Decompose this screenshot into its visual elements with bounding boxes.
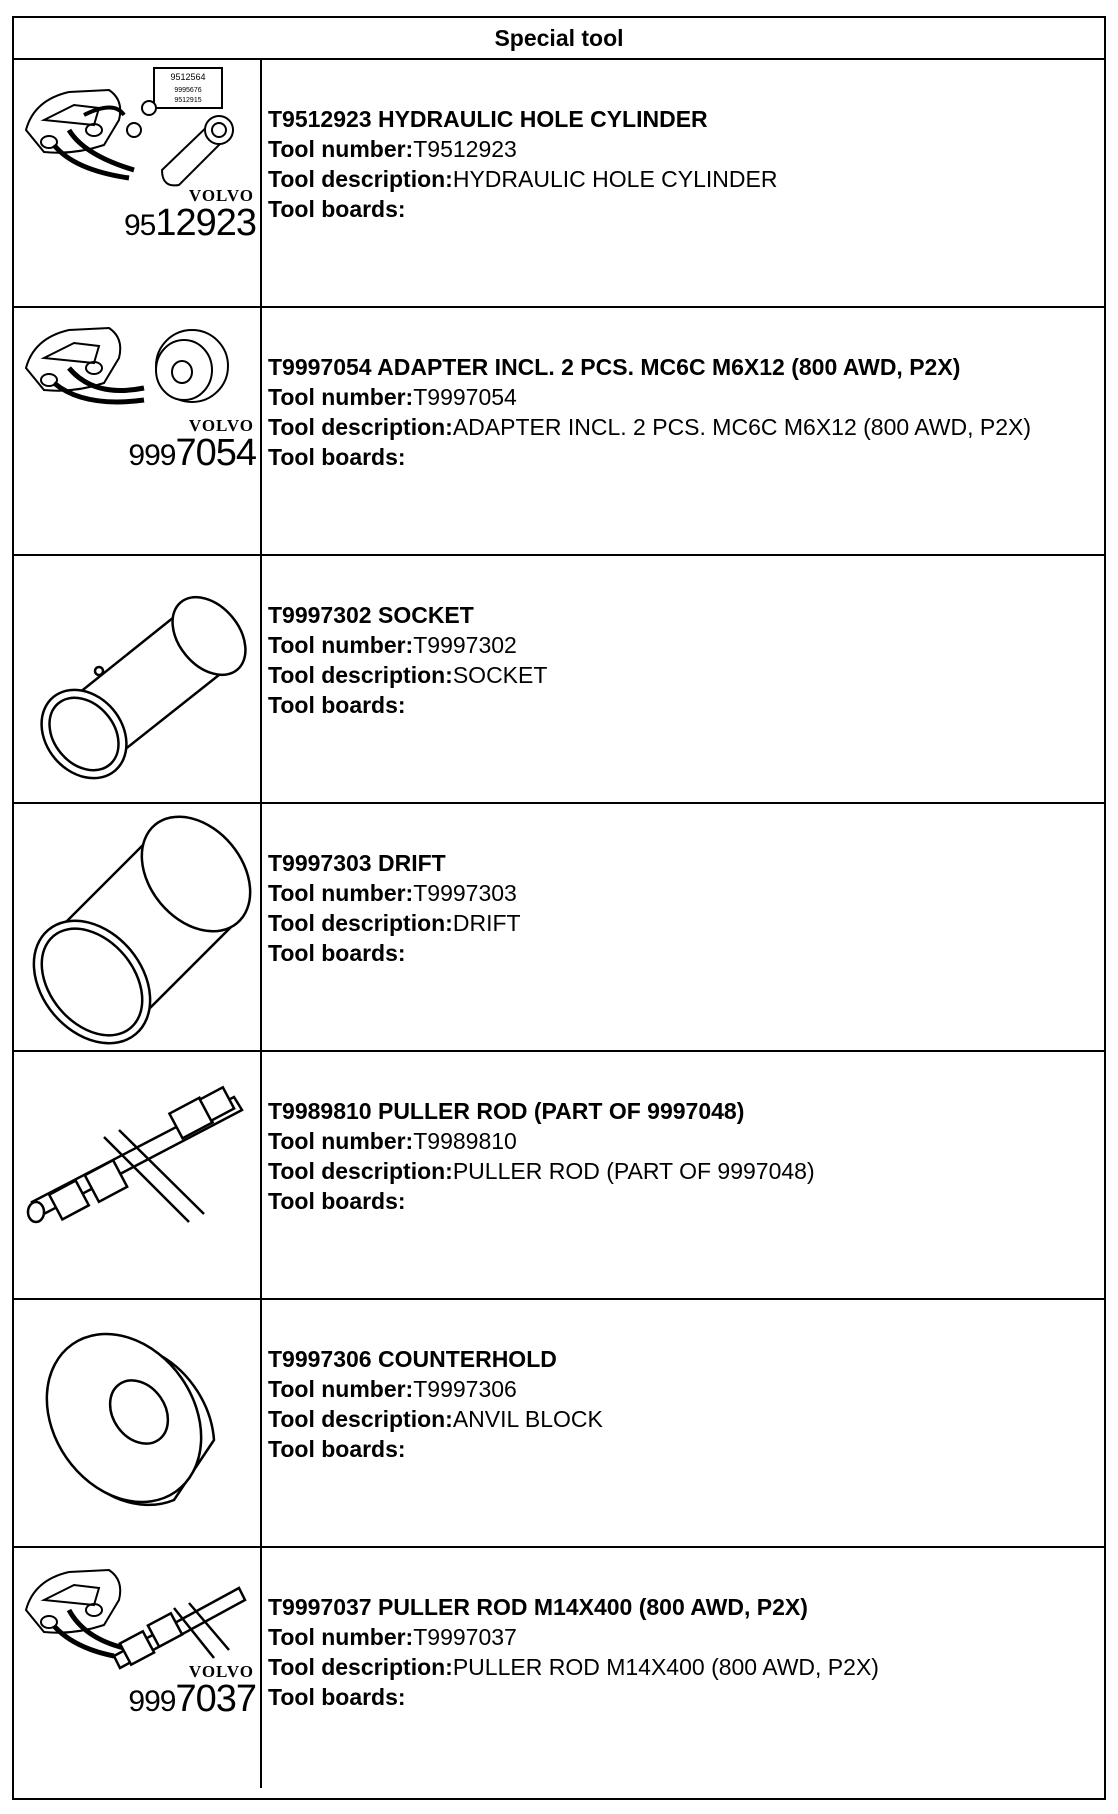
tool-number-line: Tool number:T9997037 [268,1624,517,1650]
puller-rod-icon [14,1052,260,1298]
tool-number-line: Tool number:T9989810 [268,1128,517,1154]
tool-boards-line: Tool boards: [268,196,406,222]
tool-title: T9997054 ADAPTER INCL. 2 PCS. MC6C M6X12 (800 AWD, P2X) [268,354,961,380]
tool-title: T9989810 PULLER ROD (PART OF 9997048) [268,1098,745,1124]
part-number: 9512923 [123,202,256,244]
volvo-logo: VOLVO [188,416,254,435]
tool-info [262,556,1104,802]
tool-description-line: Tool description:PULLER ROD M14X400 (800 AWD, P2X) [268,1654,879,1680]
tool-number-line: Tool number:T9997306 [268,1376,517,1402]
tool-title: T9997037 PULLER ROD M14X400 (800 AWD, P2X) [268,1594,808,1620]
tool-description-line: Tool description:HYDRAULIC HOLE CYLINDER [268,166,778,192]
tool-image [14,1052,262,1298]
tool-boards-line: Tool boards: [268,1188,406,1214]
tool-boards-line: Tool boards: [268,940,406,966]
table-title: Special tool [494,24,624,51]
tool-info [262,60,1104,306]
svg-text:9995676: 9995676 [174,87,202,94]
tool-description-line: Tool description:PULLER ROD (PART OF 9997048) [268,1158,815,1184]
tool-boards-line: Tool boards: [268,1436,406,1462]
table-row [14,1300,1104,1548]
tool-number-line: Tool number:T9997303 [268,880,517,906]
part-number: 9997037 [128,1678,256,1720]
tool-image [14,804,262,1050]
tool-image [14,1300,262,1546]
counterhold-icon [14,1300,260,1546]
table-header [14,18,1104,60]
tool-image [14,308,262,554]
tool-image [14,556,262,802]
tool-description-line: Tool description:ANVIL BLOCK [268,1406,603,1432]
tool-info [262,1052,1104,1298]
tool-boards-line: Tool boards: [268,692,406,718]
tool-description-line: Tool description:ADAPTER INCL. 2 PCS. MC6C M6X12 (800 AWD, P2X) [268,414,1031,440]
table-row [14,60,1104,308]
tool-info [262,1548,1104,1788]
tool-number-line: Tool number:T9512923 [268,136,517,162]
tool-boards-line: Tool boards: [268,1684,406,1710]
tool-info [262,1300,1104,1546]
tool-title: T9997303 DRIFT [268,850,446,876]
tool-number-line: Tool number:T9997054 [268,384,517,410]
svg-text:9512915: 9512915 [174,97,202,104]
special-tool-table [12,16,1106,1800]
table-row [14,308,1104,556]
tool-image [14,60,262,306]
volvo-logo: VOLVO [188,186,254,205]
tool-title: T9512923 HYDRAULIC HOLE CYLINDER [268,106,708,132]
table-row [14,556,1104,804]
table-row [14,804,1104,1052]
svg-text:9512564: 9512564 [170,72,206,82]
volvo-logo: VOLVO [188,1662,254,1681]
table-row [14,1548,1104,1788]
tool-title: T9997306 COUNTERHOLD [268,1346,557,1372]
tool-title: T9997302 SOCKET [268,602,474,628]
drift-icon [14,804,260,1050]
tool-boards-line: Tool boards: [268,444,406,470]
part-number: 9997054 [128,432,256,474]
tool-image [14,1548,262,1788]
table-row [14,1052,1104,1300]
car-hydraulic-cylinder-icon [14,60,260,306]
tool-info [262,804,1104,1050]
socket-icon [14,556,260,802]
tool-description-line: Tool description:DRIFT [268,910,521,936]
tool-number-line: Tool number:T9997302 [268,632,517,658]
tool-info [262,308,1104,554]
tool-description-line: Tool description:SOCKET [268,662,548,688]
